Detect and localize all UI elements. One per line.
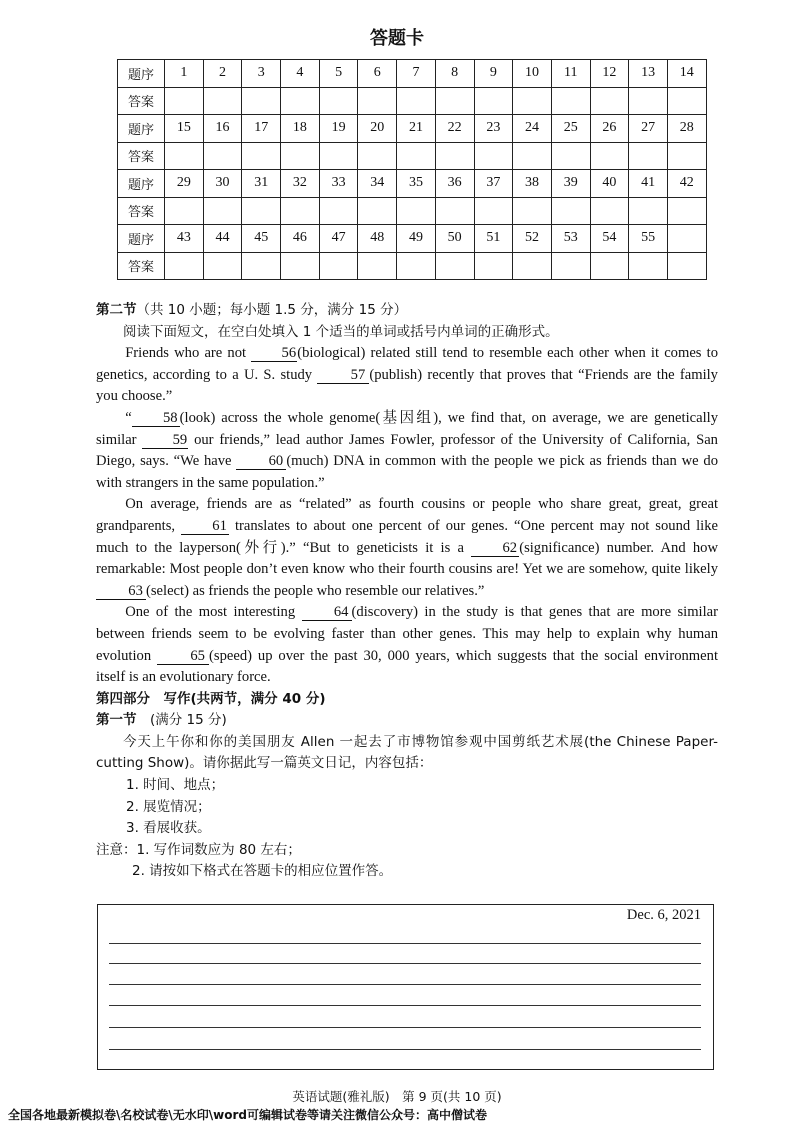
number-row [118, 225, 707, 253]
number-row [118, 170, 707, 198]
answer-cell[interactable] [397, 87, 436, 115]
note-2: 2. 请按如下格式在答题卡的相应位置作答。 [132, 863, 393, 880]
row-label-number: 题序 [118, 225, 165, 253]
question-number-cell: 19 [319, 115, 358, 143]
question-number-cell: 3 [242, 60, 281, 88]
answer-cell[interactable] [551, 252, 590, 280]
answer-cell[interactable] [165, 87, 204, 115]
question-number-cell: 26 [590, 115, 629, 143]
question-number-cell: 43 [165, 225, 204, 253]
answer-cell[interactable] [358, 87, 397, 115]
question-number-cell: 24 [513, 115, 552, 143]
question-number-cell: 8 [435, 60, 474, 88]
row-label-answer: 答案 [118, 252, 165, 280]
question-number-cell: 28 [667, 115, 706, 143]
question-number-cell: 22 [435, 115, 474, 143]
answer-cell[interactable] [590, 197, 629, 225]
answer-row [118, 252, 707, 280]
answer-cell[interactable] [203, 87, 242, 115]
answer-grid [117, 59, 707, 280]
answer-cell[interactable] [358, 142, 397, 170]
answer-row [118, 142, 707, 170]
answer-cell[interactable] [629, 252, 668, 280]
question-number-cell: 47 [319, 225, 358, 253]
answer-cell[interactable] [319, 197, 358, 225]
diary-date: Dec. 6, 2021 [626, 907, 701, 923]
answer-cell[interactable] [281, 87, 320, 115]
question-number-cell: 33 [319, 170, 358, 198]
row-label-number: 题序 [118, 115, 165, 143]
number-row [118, 115, 707, 143]
answer-cell[interactable] [474, 142, 513, 170]
answer-cell[interactable] [474, 197, 513, 225]
content-item-2: 2. 展览情况； [126, 798, 211, 815]
answer-cell[interactable] [667, 197, 706, 225]
answer-cell[interactable] [474, 87, 513, 115]
blank-63[interactable]: 63 [96, 583, 146, 600]
answer-cell[interactable] [358, 252, 397, 280]
answer-cell[interactable] [242, 197, 281, 225]
answer-cell[interactable] [551, 142, 590, 170]
answer-cell[interactable] [281, 197, 320, 225]
question-number-cell: 46 [281, 225, 320, 253]
blank-57[interactable]: 57 [317, 367, 369, 384]
answer-cell[interactable] [203, 142, 242, 170]
question-number-cell: 9 [474, 60, 513, 88]
answer-cell[interactable] [629, 87, 668, 115]
section2 [96, 300, 718, 883]
answer-cell[interactable] [358, 197, 397, 225]
section2-instruction: 阅读下面短文，在空白处填入 1 个适当的单词或括号内单词的正确形式。 [123, 323, 559, 340]
row-label-answer: 答案 [118, 87, 165, 115]
question-number-cell: 37 [474, 170, 513, 198]
answer-cell[interactable] [474, 252, 513, 280]
writing-line[interactable] [109, 1005, 701, 1006]
question-number-cell: 30 [203, 170, 242, 198]
writing-line[interactable] [109, 963, 701, 964]
answer-cell[interactable] [513, 197, 552, 225]
question-number-cell: 45 [242, 225, 281, 253]
content-item-1: 1. 时间、地点； [126, 777, 225, 794]
question-number-cell: 40 [590, 170, 629, 198]
answer-cell[interactable] [242, 87, 281, 115]
writing-prompt: 今天上午你和你的美国朋友 Allen 一起去了市博物馆参观中国剪纸艺术展(the Chinese Paper-cutting Show)。请你据此写一篇英文日记，内容包括： [96, 733, 718, 772]
answer-row [118, 197, 707, 225]
answer-cell[interactable] [435, 197, 474, 225]
question-number-cell: 2 [203, 60, 242, 88]
answer-cell[interactable] [667, 252, 706, 280]
answer-cell[interactable] [513, 142, 552, 170]
blank-61[interactable]: 61 [181, 518, 229, 535]
blank-58[interactable]: 58 [132, 410, 180, 427]
blank-64[interactable]: 64 [302, 604, 352, 621]
answer-cell[interactable] [165, 252, 204, 280]
question-number-cell: 34 [358, 170, 397, 198]
question-number-cell: 31 [242, 170, 281, 198]
answer-cell[interactable] [435, 142, 474, 170]
question-number-cell: 42 [667, 170, 706, 198]
answer-cell[interactable] [667, 87, 706, 115]
answer-cell[interactable] [513, 252, 552, 280]
answer-cell[interactable] [281, 142, 320, 170]
question-number-cell: 50 [435, 225, 474, 253]
diary-answer-box[interactable] [97, 904, 714, 1070]
question-number-cell: 1 [165, 60, 204, 88]
passage-paragraph-1: Friends who are not 56(biological) related still tend to resemble each other when it comes to genetics, according to a U. S. study 57 (publish) recently that proves that “Friends are the family you choose.” [96, 345, 718, 405]
question-number-cell: 41 [629, 170, 668, 198]
row-label-answer: 答案 [118, 197, 165, 225]
question-number-cell: 12 [590, 60, 629, 88]
answer-cell[interactable] [319, 252, 358, 280]
question-number-cell: 17 [242, 115, 281, 143]
answer-cell[interactable] [319, 87, 358, 115]
question-number-cell: 4 [281, 60, 320, 88]
answer-cell[interactable] [513, 87, 552, 115]
question-number-cell: 32 [281, 170, 320, 198]
passage-paragraph-2: “ 58 (look) across the whole genome(基因组), we find that, on average, we are genetically similar 59 our friends,” lead author James Fowler, professor of the University of California, San Diego, says. “We have 60 (much) DNA in common with the people we pick as friends than we do with strangers in the same population.” [96, 409, 718, 491]
question-number-cell: 25 [551, 115, 590, 143]
question-number-cell: 13 [629, 60, 668, 88]
question-number-cell: 20 [358, 115, 397, 143]
question-number-cell: 15 [165, 115, 204, 143]
question-number-cell: 36 [435, 170, 474, 198]
blank-59[interactable]: 59 [142, 432, 188, 449]
answer-cell[interactable] [165, 197, 204, 225]
part4-sec1-heading: 第一节 [96, 712, 137, 729]
answer-cell[interactable] [629, 142, 668, 170]
row-label-number: 题序 [118, 170, 165, 198]
writing-line[interactable] [109, 943, 701, 944]
blank-62[interactable]: 62 [471, 540, 519, 557]
question-number-cell: 10 [513, 60, 552, 88]
question-number-cell: 52 [513, 225, 552, 253]
answer-cell[interactable] [203, 197, 242, 225]
answer-cell[interactable] [590, 252, 629, 280]
question-number-cell: 49 [397, 225, 436, 253]
passage-paragraph-4: One of the most interesting 64 (discovery) in the study is that genes that are more similar between friends seem to be evolving faster than other genes. This may help to explain why human evolution 65 (speed) up over the past 30, 000 years, which suggests that the social environment itself is an evolutionary force. [96, 604, 718, 686]
blank-56[interactable]: 56 [251, 345, 297, 362]
writing-line[interactable] [109, 984, 701, 985]
answer-cell[interactable] [319, 142, 358, 170]
blank-60[interactable]: 60 [236, 453, 286, 470]
blank-65[interactable]: 65 [157, 648, 209, 665]
answer-cell[interactable] [551, 87, 590, 115]
question-number-cell: 21 [397, 115, 436, 143]
row-label-number: 题序 [118, 60, 165, 88]
answer-cell[interactable] [667, 142, 706, 170]
passage-paragraph-3: On average, friends are as “related” as fourth cousins or people who share great, great, great grandparents, 61 translates to about one percent of our genes. “One percent may not sound like much to the layperson(外行).” “But to geneticists it is a 62 (significance) number. And how remarkable: Most people don’t even know who their fourth cousins are! Yet we are somehow, quite likely 63 (select) as friends the people who resemble our relatives.” [96, 496, 719, 599]
answer-cell[interactable] [435, 252, 474, 280]
section2-heading-note: （共 10 小题；每小题 1.5 分，满分 15 分） [136, 302, 408, 318]
question-number-cell: 39 [551, 170, 590, 198]
answer-cell[interactable] [435, 87, 474, 115]
row-label-answer: 答案 [118, 142, 165, 170]
question-number-cell [667, 225, 706, 253]
question-number-cell: 5 [319, 60, 358, 88]
question-number-cell: 16 [203, 115, 242, 143]
question-number-cell: 18 [281, 115, 320, 143]
part4-heading: 第四部分 写作(共两节，满分 40 分) [96, 690, 326, 707]
promo-text: 全国各地最新模拟卷\名校试卷\无水印\word可编辑试卷等请关注微信公众号：高中僧试卷 [8, 1108, 487, 1122]
question-number-cell: 48 [358, 225, 397, 253]
question-number-cell: 29 [165, 170, 204, 198]
answer-cell[interactable] [590, 87, 629, 115]
question-number-cell: 55 [629, 225, 668, 253]
answer-cell[interactable] [397, 197, 436, 225]
number-row [118, 60, 707, 88]
question-number-cell: 23 [474, 115, 513, 143]
page-title: 答题卡 [370, 28, 424, 49]
question-number-cell: 53 [551, 225, 590, 253]
question-number-cell: 44 [203, 225, 242, 253]
section2-heading: 第二节 [96, 302, 137, 318]
answer-cell[interactable] [551, 197, 590, 225]
question-number-cell: 14 [667, 60, 706, 88]
question-number-cell: 54 [590, 225, 629, 253]
question-number-cell: 6 [358, 60, 397, 88]
answer-cell[interactable] [281, 252, 320, 280]
question-number-cell: 27 [629, 115, 668, 143]
note-1: 注意：1. 写作词数应为 80 左右； [96, 841, 301, 858]
writing-line[interactable] [109, 1027, 701, 1028]
writing-line[interactable] [109, 1049, 701, 1050]
question-number-cell: 11 [551, 60, 590, 88]
answer-row [118, 87, 707, 115]
question-number-cell: 51 [474, 225, 513, 253]
question-number-cell: 35 [397, 170, 436, 198]
answer-cell[interactable] [242, 142, 281, 170]
question-number-cell: 38 [513, 170, 552, 198]
answer-cell[interactable] [629, 197, 668, 225]
part4-sec1-note: (满分 15 分) [136, 712, 227, 729]
answer-cell[interactable] [397, 252, 436, 280]
question-number-cell: 7 [397, 60, 436, 88]
answer-cell[interactable] [203, 252, 242, 280]
answer-cell[interactable] [590, 142, 629, 170]
answer-cell[interactable] [165, 142, 204, 170]
answer-cell[interactable] [397, 142, 436, 170]
page-footer: 英语试题(雅礼版) 第 9 页(共 10 页) [292, 1089, 502, 1104]
content-item-3: 3. 看展收获。 [126, 820, 211, 837]
answer-cell[interactable] [242, 252, 281, 280]
